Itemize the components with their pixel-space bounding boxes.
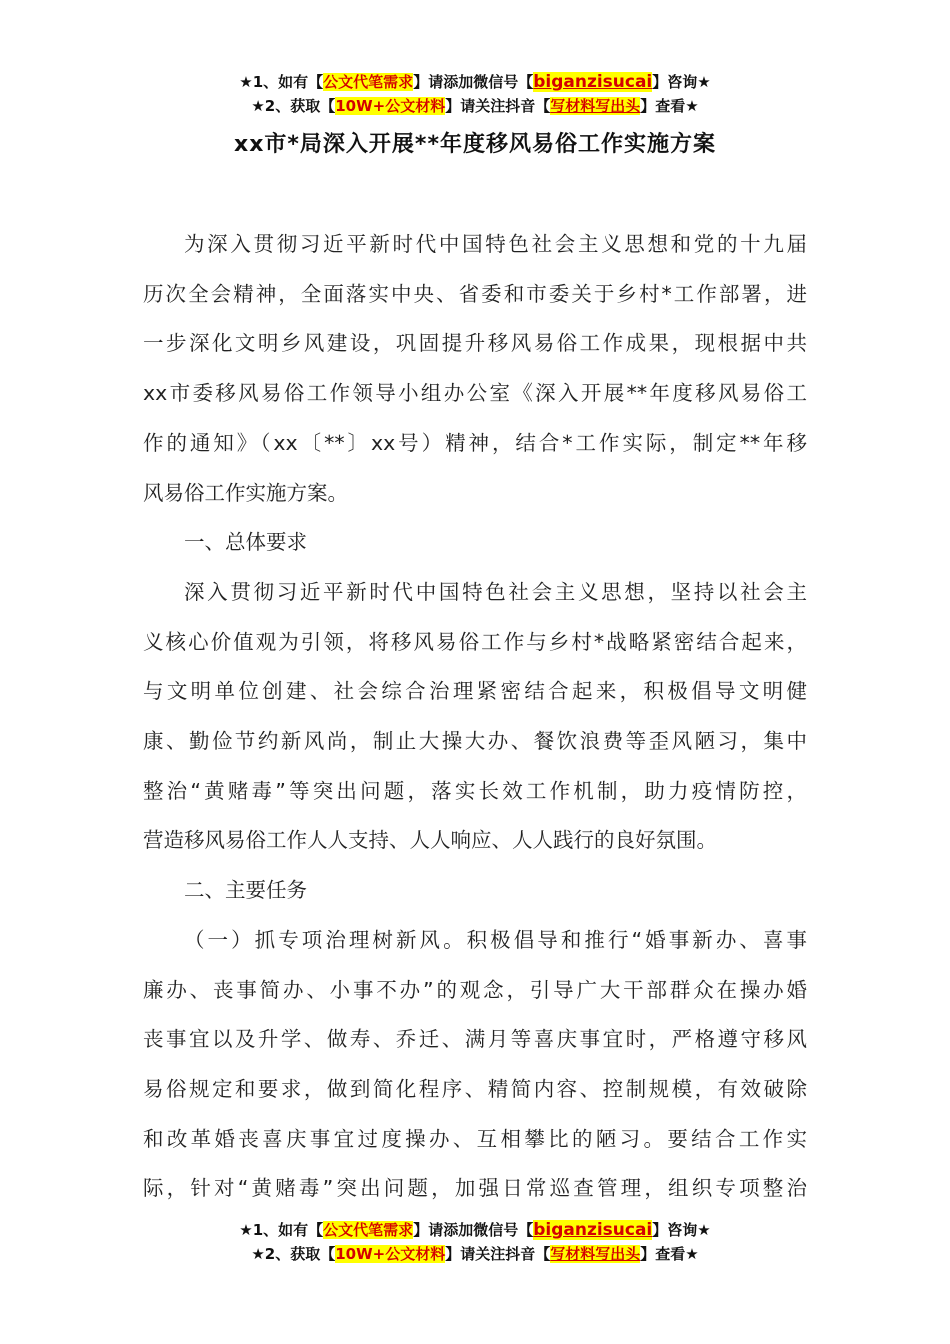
document-body [143,220,807,1214]
paragraph-line: xx市委移风易俗工作领导小组办公室《深入开展**年度移风易俗工 [143,381,807,406]
general-requirements-paragraph [143,568,807,866]
intro-paragraph [143,220,807,518]
paragraph-line: 为深入贯彻习近平新时代中国特色社会主义思想和党的十九届 [184,232,807,256]
promo-banner-top [0,70,950,118]
section-heading-general-requirements: 一、总体要求 [184,530,307,555]
paragraph-line: 丧事宜以及升学、做寿、乔迁、满月等喜庆事宜时，严格遵守移风 [143,1027,807,1052]
promo-highlight-service: 公文代笔需求 [323,1221,414,1239]
promo-line-2 [0,94,950,118]
promo-line-1-suffix: 】咨询★ [652,73,711,91]
paragraph-line: 整治“黄赌毒”等突出问题，落实长效工作机制，助力疫情防控， [143,778,807,803]
document-title: xx市*局深入开展**年度移风易俗工作实施方案 [234,132,716,157]
promo-douyin-account: 写材料写出头 [550,97,641,115]
paragraph-line: 历次全会精神，全面落实中央、省委和市委关于乡村*工作部署，进 [143,281,807,306]
promo-wechat-id: biganzisucai [533,1220,653,1240]
promo-line-2-middle: 】请关注抖音【 [445,97,551,115]
promo-line-2-suffix: 】查看★ [640,1245,699,1263]
promo-line-1-middle: 】请添加微信号【 [413,73,534,91]
promo-highlight-materials: 10W+公文材料 [335,1245,446,1263]
paragraph-line: 一步深化文明乡风建设，巩固提升移风易俗工作成果，现根据中共 [143,331,807,356]
section-heading-main-tasks: 二、主要任务 [184,878,307,903]
paragraph-line: 际，针对“黄赌毒”突出问题，加强日常巡查管理，组织专项整治 [143,1176,807,1201]
paragraph-line: 深入贯彻习近平新时代中国特色社会主义思想，坚持以社会主 [184,579,807,604]
paragraph-line: 风易俗工作实施方案。 [143,480,348,505]
promo-line-2-prefix: ★2、获取【 [251,1245,336,1263]
promo-line-1 [0,70,950,94]
promo-line-2-suffix: 】查看★ [640,97,699,115]
promo-line-2-prefix: ★2、获取【 [251,97,336,115]
promo-line-1-prefix: ★1、如有【 [239,1221,324,1239]
paragraph-line: （一）抓专项治理树新风。积极倡导和推行“婚事新办、喜事 [184,927,807,952]
promo-banner-bottom [0,1218,950,1266]
promo-line-2-middle: 】请关注抖音【 [445,1245,551,1263]
promo-line-1-middle: 】请添加微信号【 [413,1221,534,1239]
paragraph-line: 和改革婚丧喜庆事宜过度操办、互相攀比的陋习。要结合工作实 [143,1126,807,1151]
promo-line-1-prefix: ★1、如有【 [239,73,324,91]
paragraph-line: 与文明单位创建、社会综合治理紧密结合起来，积极倡导文明健 [143,679,807,704]
promo-highlight-service: 公文代笔需求 [323,73,414,91]
promo-line-1-suffix: 】咨询★ [652,1221,711,1239]
paragraph-line: 营造移风易俗工作人人支持、人人响应、人人践行的良好氛围。 [143,828,717,853]
paragraph-line: 作的通知》（xx〔**〕xx号）精神，结合*工作实际，制定**年移 [143,430,807,455]
promo-highlight-materials: 10W+公文材料 [335,97,446,115]
promo-line-2 [0,1242,950,1266]
promo-douyin-account: 写材料写出头 [550,1245,641,1263]
paragraph-line: 易俗规定和要求，做到简化程序、精简内容、控制规模，有效破除 [143,1076,807,1101]
paragraph-line: 廉办、丧事简办、小事不办”的观念，引导广大干部群众在操办婚 [143,977,807,1002]
paragraph-line: 义核心价值观为引领，将移风易俗工作与乡村*战略紧密结合起来， [143,629,807,654]
promo-line-1 [0,1218,950,1242]
promo-wechat-id: biganzisucai [533,72,653,92]
paragraph-line: 康、勤俭节约新风尚，制止大操大办、餐饮浪费等歪风陋习，集中 [143,729,807,754]
main-tasks-paragraph [143,916,807,1214]
